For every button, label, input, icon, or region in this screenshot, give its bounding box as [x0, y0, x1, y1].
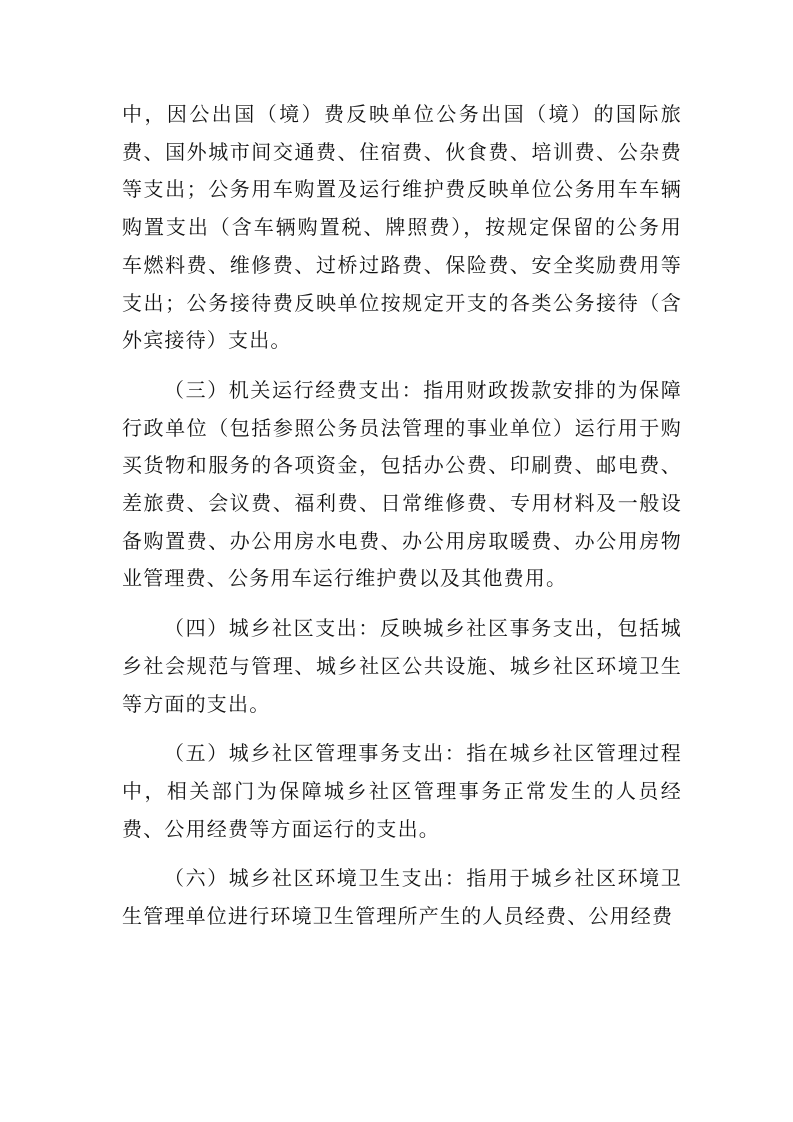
paragraph-institution-operating-expenses: （三）机关运行经费支出：指用财政拨款安排的为保障行政单位（包括参照公务员法管理的事业单位）运行用于购买货物和服务的各项资金，包括办公费、印刷费、邮电费、差旅费、会议费、福利费、日常维修费、专用材料及一般设备购置费、办公用房水电费、办公用房取暖费、办公用房物业管理费、公务用车运行维护费以及其他费用。 [122, 377, 682, 591]
paragraph-urban-rural-community-expenditure: （四）城乡社区支出：反映城乡社区事务支出，包括城乡社会规范与管理、城乡社区公共设施、城乡社区环境卫生等方面的支出。 [122, 616, 682, 716]
paragraph-continuation: 中，因公出国（境）费反映单位公务出国（境）的国际旅费、国外城市间交通费、住宿费、伙食费、培训费、公杂费等支出；公务用车购置及运行维护费反映单位公务用车车辆购置支出（含车辆购置税、牌照费），按规定保留的公务用车燃料费、维修费、过桥过路费、保险费、安全奖励费用等支出；公务接待费反映单位按规定开支的各类公务接待（含外宾接待）支出。 [122, 102, 682, 353]
document-body [122, 96, 682, 936]
paragraph-community-environmental-sanitation: （六）城乡社区环境卫生支出：指用于城乡社区环境卫生管理单位进行环境卫生管理所产生的人员经费、公用经费 [122, 866, 682, 929]
paragraph-community-management-affairs: （五）城乡社区管理事务支出：指在城乡社区管理过程中，相关部门为保障城乡社区管理事务正常发生的人员经费、公用经费等方面运行的支出。 [122, 741, 682, 841]
